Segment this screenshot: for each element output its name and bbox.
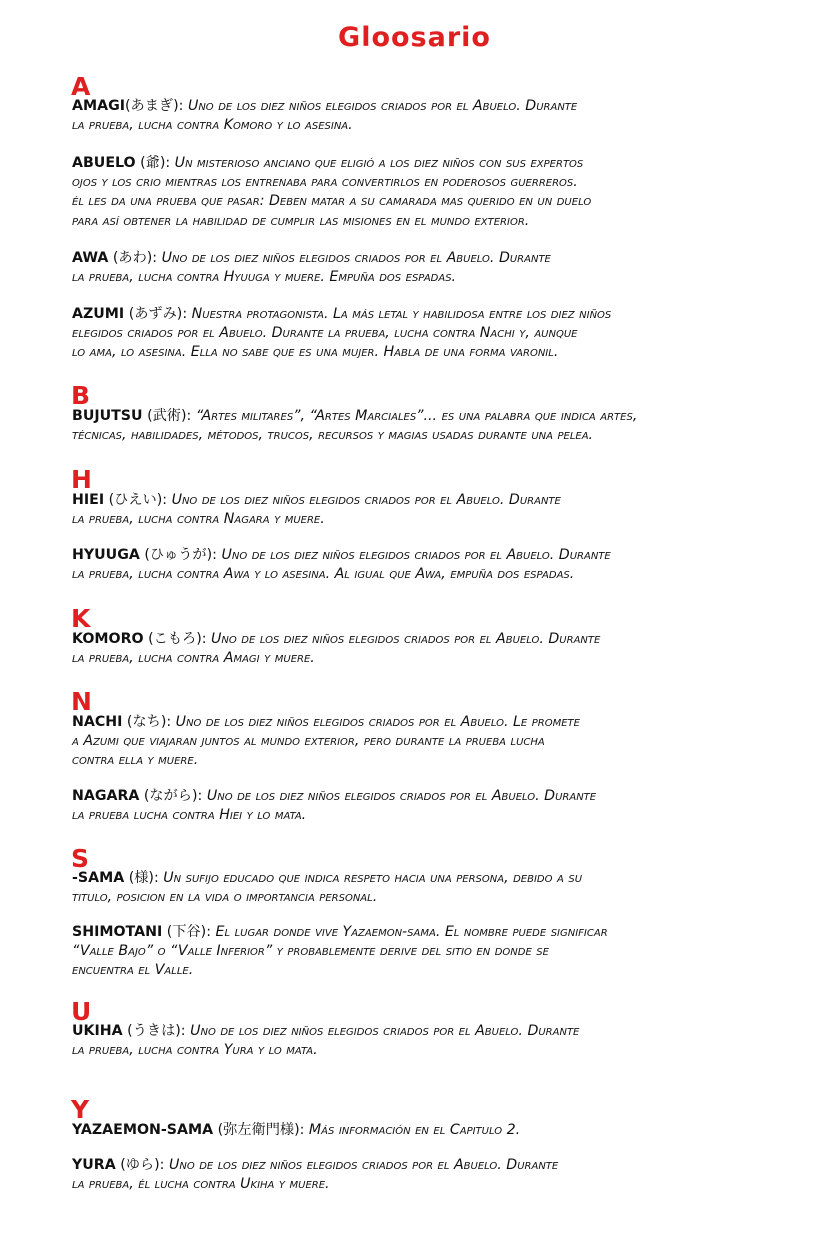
entry-text: “Artes militares”, “Artes Marciales”... es una palabra que indica artes, técnicas, habilidades, métodos, trucos, recursos y magias usadas durante una pelea. <box>72 408 638 444</box>
glossary-entry-bujutsu <box>72 407 812 445</box>
entry-kana: (武術): <box>142 408 192 424</box>
glossary-entry-hyuuga <box>72 546 812 584</box>
glossary-entry-yura <box>72 1156 812 1194</box>
section-letter-y: Y <box>71 1095 90 1124</box>
entry-text: El lugar donde vive Yazaemon-sama. El nombre puede significar “Valle Bajo” o “Valle Inferior” y probablemente derive del sitio en donde se encuentra el Valle. <box>72 924 608 979</box>
entry-term: HYUUGA <box>72 547 140 563</box>
entry-term: YAZAEMON-SAMA <box>72 1122 214 1138</box>
entry-kana: (弥左衛門様): <box>213 1122 305 1138</box>
entry-term: UKIHA <box>72 1023 123 1039</box>
entry-text: Más información en el Capitulo 2. <box>304 1122 521 1138</box>
entry-term: AMAGI <box>72 98 126 114</box>
entry-text: Uno de los diez niños elegidos criados por el Abuelo. Durante la prueba, él lucha contra Ukiha y muere. <box>72 1157 559 1193</box>
entry-kana: (ひえい): <box>104 492 168 508</box>
entry-text: Uno de los diez niños elegidos criados por el Abuelo. Le promete a Azumi que viajaran juntos al mundo exterior, pero durante la prueba lucha contra ella y muere. <box>72 714 580 769</box>
entry-kana: (下谷): <box>162 924 212 940</box>
entry-kana: (なち): <box>122 714 172 730</box>
glossary-entry-nachi <box>72 713 812 771</box>
glossary-entry-ukiha <box>72 1022 812 1060</box>
glossary-entry-komoro <box>72 630 812 668</box>
entry-term: -SAMA <box>72 870 125 886</box>
entry-term: KOMORO <box>72 631 144 647</box>
entry-kana: (うきは): <box>122 1023 186 1039</box>
entry-term: SHIMOTANI <box>72 924 163 940</box>
glossary-entry-amagi <box>72 97 812 135</box>
glossary-entry-hiei <box>72 491 812 529</box>
entry-term: AWA <box>72 250 109 266</box>
glossary-entry-sama <box>72 869 812 907</box>
entry-term: AZUMI <box>72 306 125 322</box>
entry-kana: (あずみ): <box>124 306 188 322</box>
entry-text: Uno de los diez niños elegidos criados por el Abuelo. Durante la prueba, lucha contra Amagi y muere. <box>72 631 601 667</box>
entry-term: BUJUTSU <box>72 408 143 424</box>
glossary-entry-awa <box>72 249 812 287</box>
entry-text: Uno de los diez niños elegidos criados por el Abuelo. Durante la prueba, lucha contra Hyuuga y muere. Empuña dos espadas. <box>72 250 551 286</box>
section-letter-a: A <box>71 72 91 101</box>
glossary-entry-shimotani <box>72 923 812 981</box>
page-title: Gloosario <box>338 22 491 53</box>
entry-text: Un sufijo educado que indica respeto hacia una persona, debido a su titulo, posicion en la vida o importancia personal. <box>72 870 583 906</box>
entry-kana: (爺): <box>135 155 171 171</box>
section-letter-n: N <box>71 687 92 716</box>
entry-term: ABUELO <box>72 155 136 171</box>
section-letter-k: K <box>71 604 91 633</box>
entry-kana: (ながら): <box>139 788 203 804</box>
section-letter-b: B <box>71 381 91 410</box>
entry-kana: (様): <box>124 870 159 886</box>
entry-text: Un misterioso anciano que eligió a los diez niños con sus expertos ojos y los crio mientras los entrenaba para convertirlos en poderosos guerreros. él les da una prueba que pasar: Deben matar a su camarada mas querido en un duelo para así obtener la habilidad de cumplir las misiones en el mundo exterior. <box>72 155 592 229</box>
entry-term: NAGARA <box>72 788 140 804</box>
glossary-entry-abuelo <box>72 154 812 231</box>
entry-term: NACHI <box>72 714 123 730</box>
entry-text: Uno de los diez niños elegidos criados por el Abuelo. Durante la prueba, lucha contra Komoro y lo asesina. <box>72 98 578 134</box>
entry-term: HIEI <box>72 492 105 508</box>
entry-kana: (ひゅうが): <box>139 547 217 563</box>
entry-text: Uno de los diez niños elegidos criados por el Abuelo. Durante la prueba, lucha contra Awa y lo asesina. Al igual que Awa, empuña dos espadas. <box>72 547 611 583</box>
glossary-entry-nagara <box>72 787 812 825</box>
glossary-entry-yazaemon-sama <box>72 1121 812 1140</box>
entry-kana: (あわ): <box>108 250 158 266</box>
entry-kana: (あまぎ): <box>125 98 184 114</box>
entry-text: Uno de los diez niños elegidos criados por el Abuelo. Durante la prueba lucha contra Hiei y lo mata. <box>72 788 597 824</box>
section-letter-s: S <box>71 844 90 873</box>
entry-text: Uno de los diez niños elegidos criados por el Abuelo. Durante la prueba, lucha contra Yura y lo mata. <box>72 1023 580 1059</box>
entry-term: YURA <box>72 1157 116 1173</box>
section-letter-h: H <box>71 465 92 494</box>
glossary-entry-azumi <box>72 305 812 363</box>
entry-kana: (ゆら): <box>115 1157 165 1173</box>
entry-kana: (こもろ): <box>143 631 207 647</box>
entry-text: Nuestra protagonista. La más letal y habilidosa entre los diez niños elegidos criados por el Abuelo. Durante la prueba, lucha contra Nachi y, aunque lo ama, lo asesina. Ella no sabe que es una mujer. Habla de una forma varonil. <box>72 306 612 361</box>
section-letter-u: U <box>71 997 92 1026</box>
entry-text: Uno de los diez niños elegidos criados por el Abuelo. Durante la prueba, lucha contra Nagara y muere. <box>72 492 561 528</box>
